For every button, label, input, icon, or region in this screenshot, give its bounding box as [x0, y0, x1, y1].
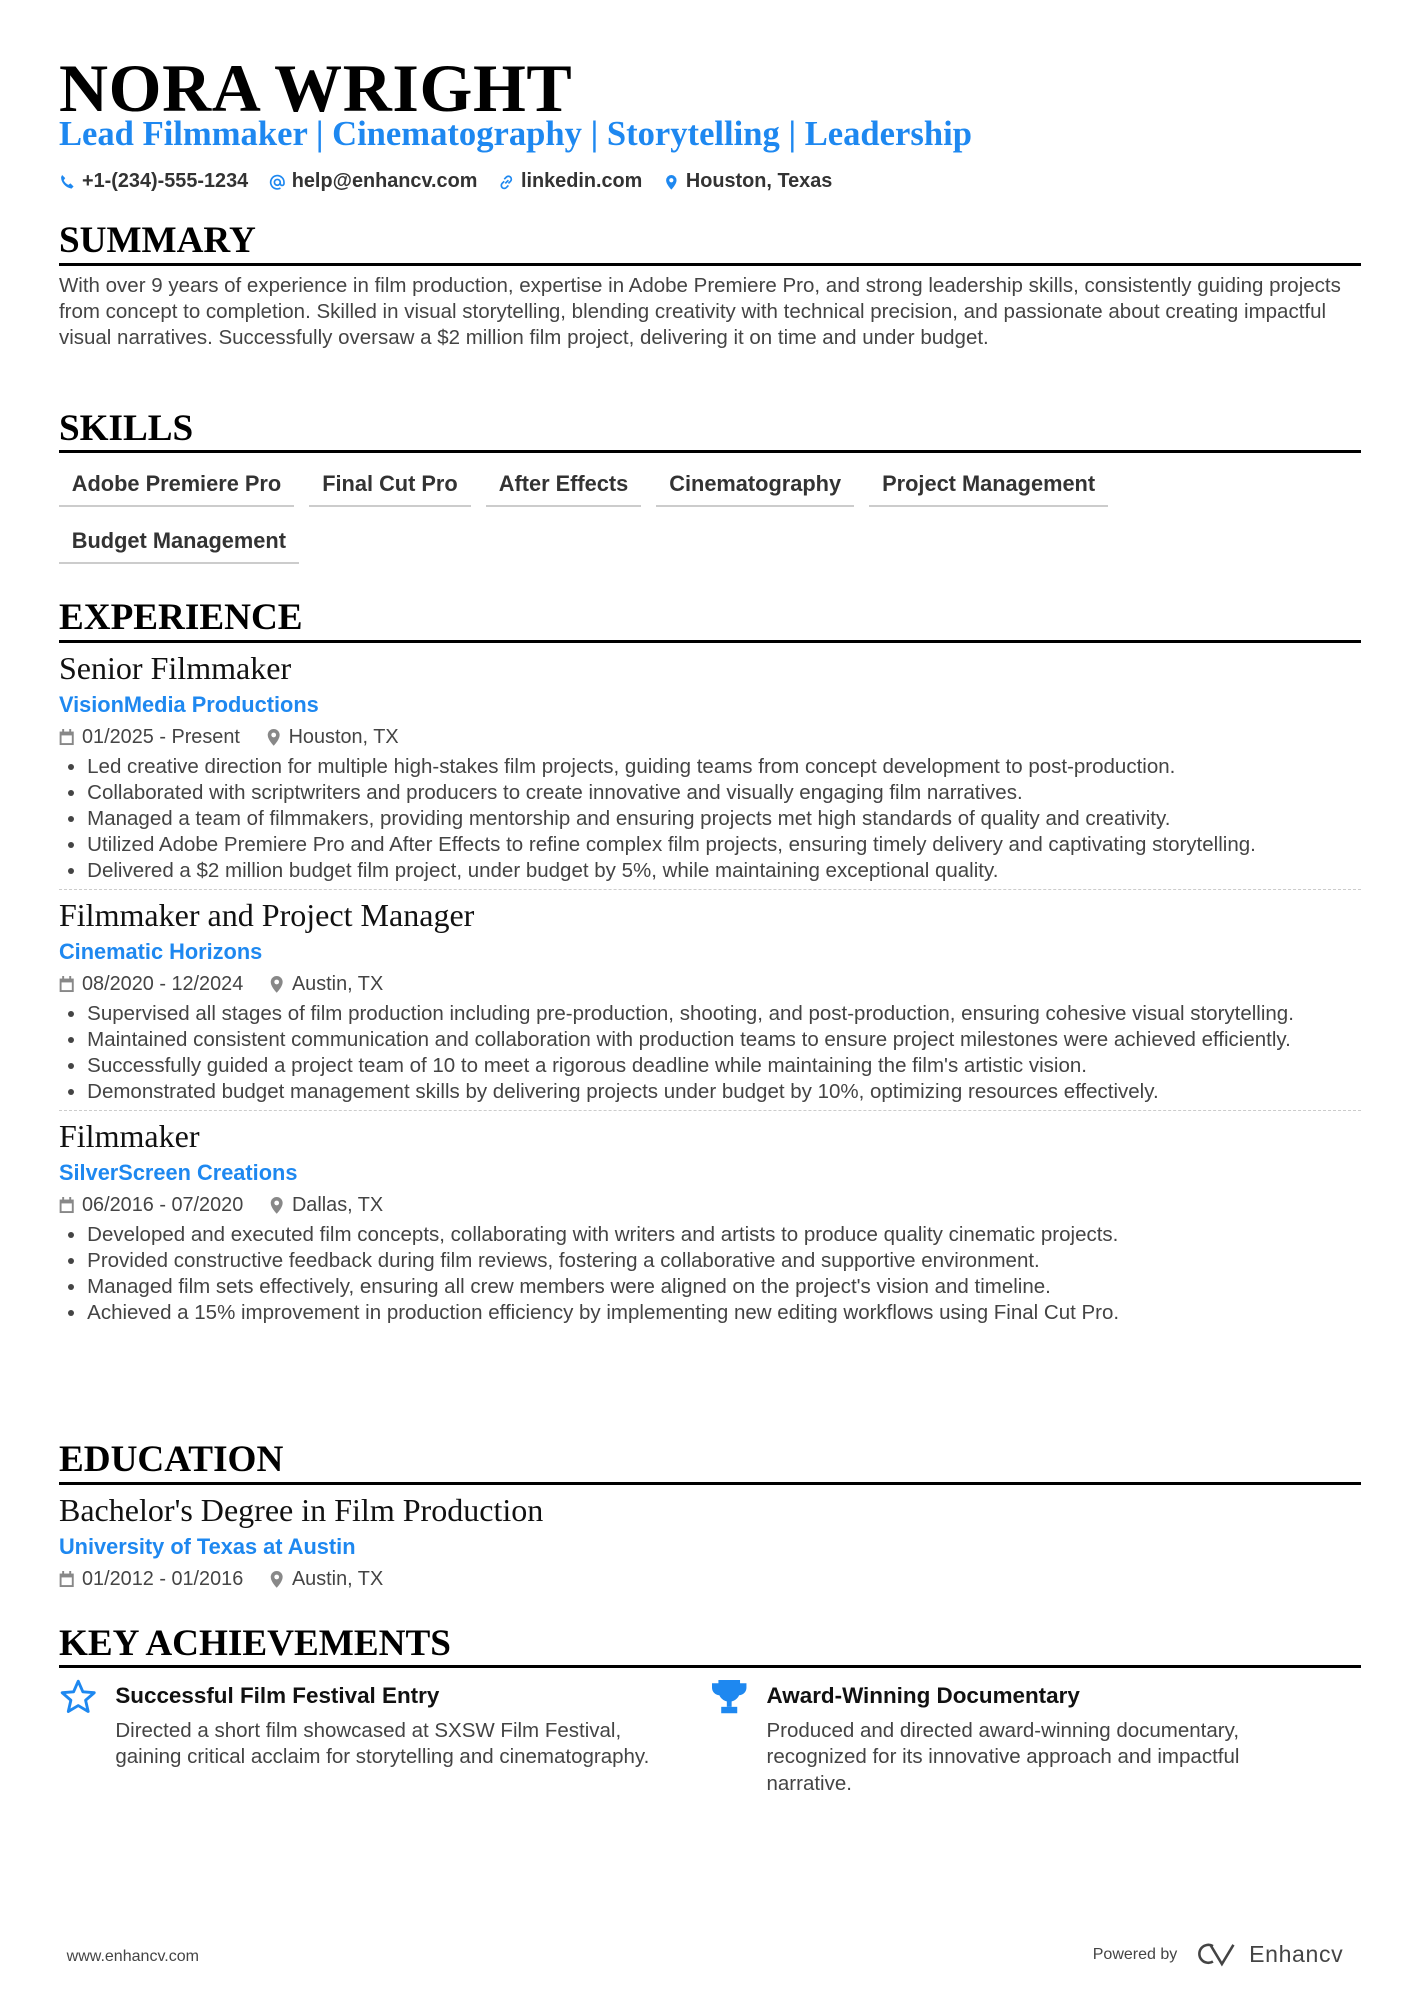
- section-heading: SKILLS: [59, 408, 1361, 453]
- enhancv-logo-icon: [1195, 1941, 1241, 1967]
- bullet-item: • Managed film sets effectively, ensuring all crew members were aligned on the project's vision and timeline.: [87, 1274, 1361, 1300]
- skill-tag: Project Management: [869, 463, 1108, 506]
- candidate-name: NORA WRIGHT: [58, 49, 573, 126]
- achievement-text: Produced and directed award-winning documentary, recognized for its innovative approach and impactful narrative.: [766, 1719, 1240, 1795]
- job-entry: [59, 1117, 1361, 1331]
- skills-section: [59, 408, 1361, 578]
- bullet-item: • Supervised all stages of film production including pre-production, shooting, and post-production, ensuring cohesive visual storytelling.: [87, 1001, 1361, 1027]
- job-title: Filmmaker: [58, 1118, 200, 1155]
- email-text: help@enhancv.com: [291, 170, 478, 193]
- education-section: [59, 1439, 1361, 1596]
- job-bullets: [59, 754, 1361, 883]
- location-text: Houston, Texas: [685, 170, 833, 193]
- location-icon: [269, 1571, 284, 1588]
- bullet-item: • Demonstrated budget management skills by delivering projects under budget by 10%, optimizing resources effectively.: [87, 1079, 1361, 1105]
- job-bullets: [59, 1001, 1361, 1105]
- education-meta: [59, 1563, 1361, 1596]
- job-meta: [59, 968, 1361, 1001]
- job-dates: 06/2016 - 07/2020: [82, 1194, 244, 1217]
- footer-website[interactable]: www.enhancv.com: [66, 1947, 199, 1966]
- location-icon: [663, 174, 680, 191]
- company-name: SilverScreen Creations: [58, 1160, 298, 1186]
- job-title: Filmmaker and Project Manager: [58, 897, 475, 934]
- achievement-text: Directed a short film showcased at SXSW Film Festival, gaining critical acclaim for storytelling and cinematography.: [115, 1719, 650, 1769]
- calendar-icon: [59, 1197, 74, 1214]
- summary-text: With over 9 years of experience in film production, expertise in Adobe Premiere Pro, and strong leadership skills, consistently guiding projects from concept to completion. Skilled in visual storytelling, blending creativity with technical precision, and passionate about creating impactful visual narratives. Successfully oversaw a $2 million film project, delivering it on time and under budget.: [58, 274, 1341, 350]
- bullet-item: • Provided constructive feedback during film reviews, fostering a collaborative and supportive environment.: [87, 1248, 1361, 1274]
- job-entry: [59, 896, 1361, 1111]
- phone-text: +1-(234)-555-1234: [82, 170, 249, 193]
- job-meta: [59, 721, 1361, 754]
- job-location: Austin, TX: [291, 972, 384, 995]
- skill-tag: Final Cut Pro: [309, 463, 470, 506]
- calendar-icon: [59, 976, 74, 993]
- bullet-item: • Delivered a $2 million budget film project, under budget by 5%, while maintaining exceptional quality.: [87, 858, 1361, 884]
- powered-by-text: Powered by: [1092, 1944, 1178, 1963]
- contact-location: [663, 170, 832, 193]
- bullet-item: • Collaborated with scriptwriters and producers to create innovative and visually engaging film narratives.: [87, 780, 1361, 806]
- bullet-item: • Achieved a 15% improvement in production efficiency by implementing new editing workflows using Final Cut Pro.: [87, 1300, 1361, 1326]
- bullet-item: • Developed and executed film concepts, collaborating with writers and artists to produce quality cinematic projects.: [87, 1222, 1361, 1248]
- contact-bar: [59, 170, 832, 193]
- section-heading: KEY ACHIEVEMENTS: [59, 1623, 1361, 1668]
- degree-title: Bachelor's Degree in Film Production: [58, 1492, 544, 1529]
- skill-tag: Budget Management: [59, 521, 299, 564]
- skill-tag: Adobe Premiere Pro: [59, 463, 294, 506]
- experience-section: [59, 597, 1361, 1331]
- section-heading: EDUCATION: [59, 1439, 1361, 1484]
- contact-email[interactable]: [269, 170, 478, 193]
- bullet-item: • Utilized Adobe Premiere Pro and After Effects to refine complex film projects, ensuring timely delivery and captivating storytelling.: [87, 832, 1361, 858]
- bullet-item: • Successfully guided a project team of 10 to meet a rigorous deadline while maintaining the film's artistic vision.: [87, 1053, 1361, 1079]
- trophy-icon: [710, 1678, 748, 1716]
- achievements-section: [59, 1623, 1361, 1797]
- brand-name: Enhancv: [1249, 1940, 1344, 1967]
- job-dates: 01/2025 - Present: [82, 725, 240, 748]
- location-icon: [269, 976, 284, 993]
- education-location: Austin, TX: [291, 1567, 384, 1590]
- job-location: Houston, TX: [288, 725, 399, 748]
- achievement-title: Award-Winning Documentary: [766, 1682, 1080, 1708]
- section-heading: SUMMARY: [59, 220, 1361, 265]
- achievement-item: [59, 1681, 710, 1797]
- location-icon: [269, 1197, 284, 1214]
- job-entry: [59, 649, 1361, 890]
- education-dates: 01/2012 - 01/2016: [82, 1567, 244, 1590]
- footer-branding: [1093, 1941, 1344, 1968]
- bullet-item: • Maintained consistent communication and collaboration with production teams to ensure project milestones were achieved efficiently.: [87, 1027, 1361, 1053]
- linkedin-text: linkedin.com: [520, 170, 643, 193]
- school-name: University of Texas at Austin: [58, 1534, 356, 1560]
- job-location: Dallas, TX: [291, 1194, 384, 1217]
- company-name: Cinematic Horizons: [58, 939, 263, 965]
- calendar-icon: [59, 1571, 74, 1588]
- job-bullets: [59, 1222, 1361, 1326]
- achievement-title: Successful Film Festival Entry: [115, 1682, 440, 1708]
- link-icon: [498, 174, 515, 191]
- at-icon: [269, 174, 286, 191]
- company-name: VisionMedia Productions: [58, 692, 319, 718]
- bullet-item: • Managed a team of filmmakers, providing mentorship and ensuring projects met high standards of quality and creativity.: [87, 806, 1361, 832]
- location-icon: [266, 729, 281, 746]
- headline: Lead Filmmaker | Cinematography | Storytelling | Leadership: [58, 115, 972, 154]
- achievement-item: [710, 1681, 1361, 1797]
- contact-phone: [59, 170, 248, 193]
- job-title: Senior Filmmaker: [58, 650, 292, 687]
- skill-tag: Cinematography: [656, 463, 853, 506]
- phone-icon: [59, 174, 76, 191]
- bullet-item: • Led creative direction for multiple high-stakes film projects, guiding teams from concept development to post-production.: [87, 754, 1361, 780]
- star-icon: [59, 1678, 97, 1716]
- section-heading: EXPERIENCE: [59, 597, 1361, 642]
- summary-section: [59, 220, 1361, 351]
- skill-tag: After Effects: [486, 463, 641, 506]
- calendar-icon: [59, 729, 74, 746]
- job-meta: [59, 1189, 1361, 1222]
- contact-linkedin[interactable]: [498, 170, 642, 193]
- job-dates: 08/2020 - 12/2024: [82, 972, 244, 995]
